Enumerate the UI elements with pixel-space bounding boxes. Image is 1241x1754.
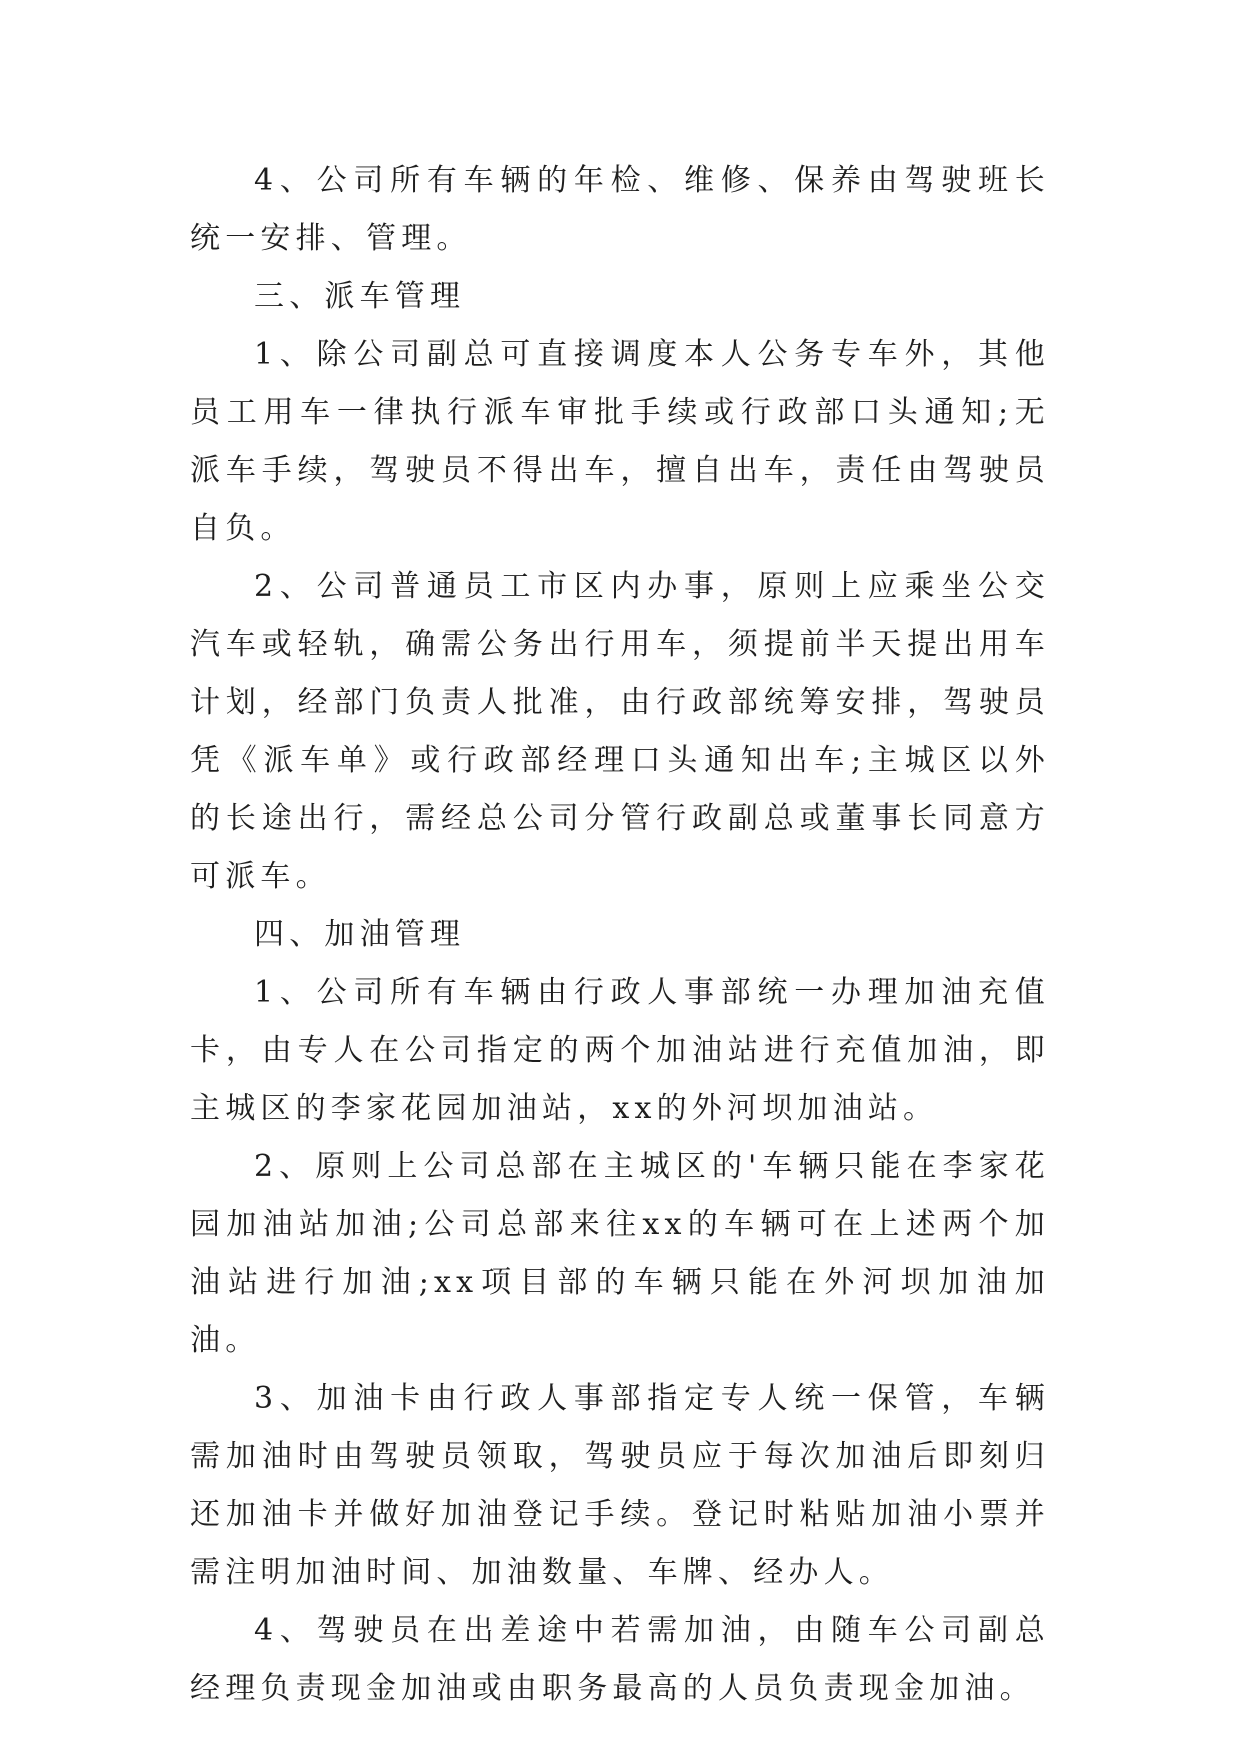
document-body (190, 152, 1050, 1718)
section-heading-fuel: 四、加油管理 (254, 917, 466, 952)
paragraph-dispatch-approval: 1、除公司副总可直接调度本人公务专车外，其他员工用车一律执行派车审批手续或行政部口头通知;无派车手续，驾驶员不得出车，擅自出车，责任由驾驶员自负。 (190, 337, 1050, 546)
section-heading-dispatch: 三、派车管理 (254, 279, 466, 314)
paragraph-fuel-card: 1、公司所有车辆由行政人事部统一办理加油充值卡，由专人在公司指定的两个加油站进行充值加油，即主城区的李家花园加油站，xx的外河坝加油站。 (190, 975, 1050, 1126)
paragraph-fuel-stations: 2、原则上公司总部在主城区的'车辆只能在李家花园加油站加油;公司总部来往xx的车辆可在上述两个加油站进行加油;xx项目部的车辆只能在外河坝加油加油。 (190, 1149, 1050, 1358)
paragraph-fuel-on-trip: 4、驾驶员在出差途中若需加油，由随车公司副总经理负责现金加油或由职务最高的人员负责现金加油。 (190, 1613, 1050, 1706)
paragraph-vehicle-inspection: 4、公司所有车辆的年检、维修、保养由驾驶班长统一安排、管理。 (190, 163, 1050, 256)
paragraph-dispatch-procedure: 2、公司普通员工市区内办事，原则上应乘坐公交汽车或轻轨，确需公务出行用车，须提前半天提出用车计划，经部门负责人批准，由行政部统筹安排，驾驶员凭《派车单》或行政部经理口头通知出车;主城区以外的长途出行，需经总公司分管行政副总或董事长同意方可派车。 (190, 569, 1050, 894)
paragraph-fuel-card-custody: 3、加油卡由行政人事部指定专人统一保管，车辆需加油时由驾驶员领取，驾驶员应于每次加油后即刻归还加油卡并做好加油登记手续。登记时粘贴加油小票并需注明加油时间、加油数量、车牌、经办人。 (190, 1381, 1050, 1590)
